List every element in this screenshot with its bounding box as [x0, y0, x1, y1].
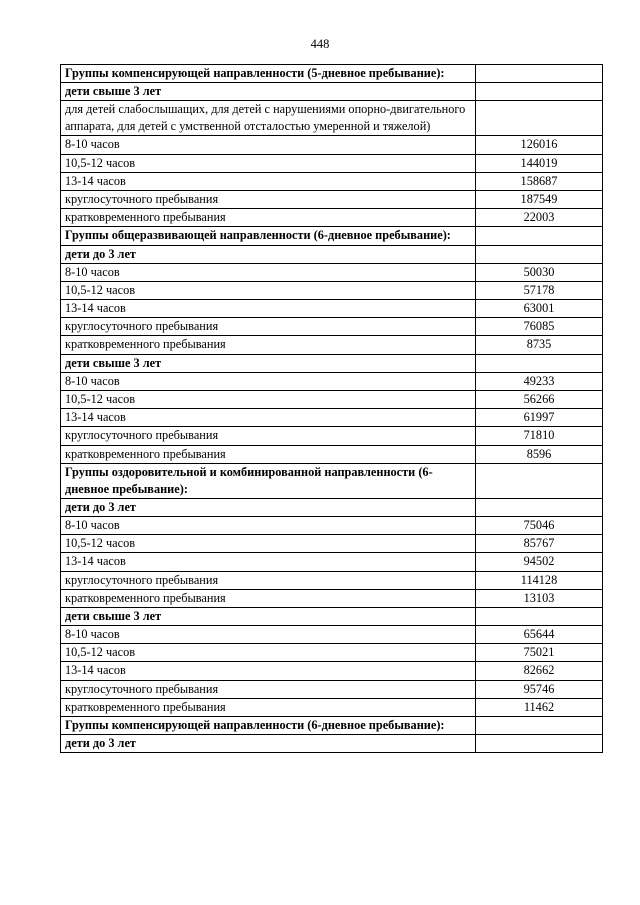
- row-value: [476, 245, 603, 263]
- row-label: 10,5-12 часов: [61, 535, 476, 553]
- row-value: 82662: [476, 662, 603, 680]
- row-value: [476, 735, 603, 753]
- row-label: 8-10 часов: [61, 372, 476, 390]
- row-label: для детей слабослышащих, для детей с нарушениями опорно-двигательного аппарата, для детей с умственной отсталостью умеренной и тяжелой): [61, 101, 476, 136]
- section-header-row: [61, 65, 603, 83]
- row-value: 65644: [476, 626, 603, 644]
- section-heading: дети до 3 лет: [61, 498, 476, 516]
- table-row: [61, 644, 603, 662]
- row-value: 13103: [476, 589, 603, 607]
- row-value: 61997: [476, 409, 603, 427]
- table-row: [61, 336, 603, 354]
- row-value: 76085: [476, 318, 603, 336]
- row-label: 8-10 часов: [61, 136, 476, 154]
- table-row: [61, 372, 603, 390]
- row-value: 8596: [476, 445, 603, 463]
- row-label: 13-14 часов: [61, 409, 476, 427]
- table-row: [61, 209, 603, 227]
- row-label: кратковременного пребывания: [61, 698, 476, 716]
- cost-table: [60, 64, 603, 753]
- row-label: 8-10 часов: [61, 516, 476, 534]
- section-heading: дети до 3 лет: [61, 735, 476, 753]
- row-label: круглосуточного пребывания: [61, 427, 476, 445]
- section-heading: Группы компенсирующей направленности (6-дневное пребывание):: [61, 717, 476, 735]
- row-value: 85767: [476, 535, 603, 553]
- section-header-row: [61, 83, 603, 101]
- row-value: 75046: [476, 516, 603, 534]
- row-value: [476, 101, 603, 136]
- row-label: круглосуточного пребывания: [61, 571, 476, 589]
- row-value: [476, 498, 603, 516]
- row-value: [476, 463, 603, 498]
- row-label: кратковременного пребывания: [61, 209, 476, 227]
- row-value: [476, 607, 603, 625]
- section-header-row: [61, 607, 603, 625]
- row-value: 187549: [476, 190, 603, 208]
- section-heading: Группы компенсирующей направленности (5-дневное пребывание):: [61, 65, 476, 83]
- section-header-row: [61, 227, 603, 245]
- table-row: [61, 318, 603, 336]
- section-heading: дети свыше 3 лет: [61, 354, 476, 372]
- row-label: кратковременного пребывания: [61, 589, 476, 607]
- table-row: [61, 535, 603, 553]
- row-label: кратковременного пребывания: [61, 336, 476, 354]
- row-label: 13-14 часов: [61, 662, 476, 680]
- table-row: [61, 516, 603, 534]
- row-value: 75021: [476, 644, 603, 662]
- row-value: 126016: [476, 136, 603, 154]
- row-value: 158687: [476, 172, 603, 190]
- row-label: 10,5-12 часов: [61, 391, 476, 409]
- row-label: 13-14 часов: [61, 553, 476, 571]
- section-heading: Группы общеразвивающей направленности (6-дневное пребывание):: [61, 227, 476, 245]
- table-row: [61, 626, 603, 644]
- cost-table-body: [61, 65, 603, 753]
- row-value: 56266: [476, 391, 603, 409]
- table-row: [61, 190, 603, 208]
- row-value: 94502: [476, 553, 603, 571]
- section-header-row: [61, 498, 603, 516]
- row-label: 13-14 часов: [61, 172, 476, 190]
- row-value: 114128: [476, 571, 603, 589]
- table-row: [61, 571, 603, 589]
- row-label: 13-14 часов: [61, 300, 476, 318]
- section-header-row: [61, 735, 603, 753]
- row-value: 71810: [476, 427, 603, 445]
- section-heading: дети до 3 лет: [61, 245, 476, 263]
- row-value: [476, 227, 603, 245]
- row-label: 10,5-12 часов: [61, 281, 476, 299]
- row-label: 8-10 часов: [61, 626, 476, 644]
- table-row: [61, 263, 603, 281]
- row-label: 10,5-12 часов: [61, 644, 476, 662]
- table-row: [61, 136, 603, 154]
- table-row: [61, 409, 603, 427]
- row-value: 57178: [476, 281, 603, 299]
- row-label: круглосуточного пребывания: [61, 318, 476, 336]
- page-number: 448: [310, 37, 330, 51]
- row-value: [476, 354, 603, 372]
- row-value: 49233: [476, 372, 603, 390]
- row-value: 95746: [476, 680, 603, 698]
- row-value: 11462: [476, 698, 603, 716]
- section-header-row: [61, 717, 603, 735]
- row-label: 10,5-12 часов: [61, 154, 476, 172]
- section-heading: дети свыше 3 лет: [61, 607, 476, 625]
- section-header-row: [61, 354, 603, 372]
- table-row: [61, 680, 603, 698]
- table-row: [61, 553, 603, 571]
- row-label: круглосуточного пребывания: [61, 190, 476, 208]
- table-row: [61, 281, 603, 299]
- row-value: 50030: [476, 263, 603, 281]
- row-value: [476, 717, 603, 735]
- table-row: [61, 427, 603, 445]
- table-row: [61, 300, 603, 318]
- table-row: [61, 662, 603, 680]
- section-heading: дети свыше 3 лет: [61, 83, 476, 101]
- section-header-row: [61, 463, 603, 498]
- table-row: [61, 445, 603, 463]
- table-row: [61, 172, 603, 190]
- row-label: 8-10 часов: [61, 263, 476, 281]
- row-value: [476, 65, 603, 83]
- section-header-row: [61, 245, 603, 263]
- row-label: кратковременного пребывания: [61, 445, 476, 463]
- row-value: 8735: [476, 336, 603, 354]
- table-row: [61, 391, 603, 409]
- row-value: [476, 83, 603, 101]
- section-heading: Группы оздоровительной и комбинированной направленности (6-дневное пребывание):: [61, 463, 476, 498]
- table-row: [61, 698, 603, 716]
- table-row: [61, 154, 603, 172]
- row-value: 144019: [476, 154, 603, 172]
- table-row: [61, 101, 603, 136]
- row-value: 22003: [476, 209, 603, 227]
- table-row: [61, 589, 603, 607]
- row-label: круглосуточного пребывания: [61, 680, 476, 698]
- row-value: 63001: [476, 300, 603, 318]
